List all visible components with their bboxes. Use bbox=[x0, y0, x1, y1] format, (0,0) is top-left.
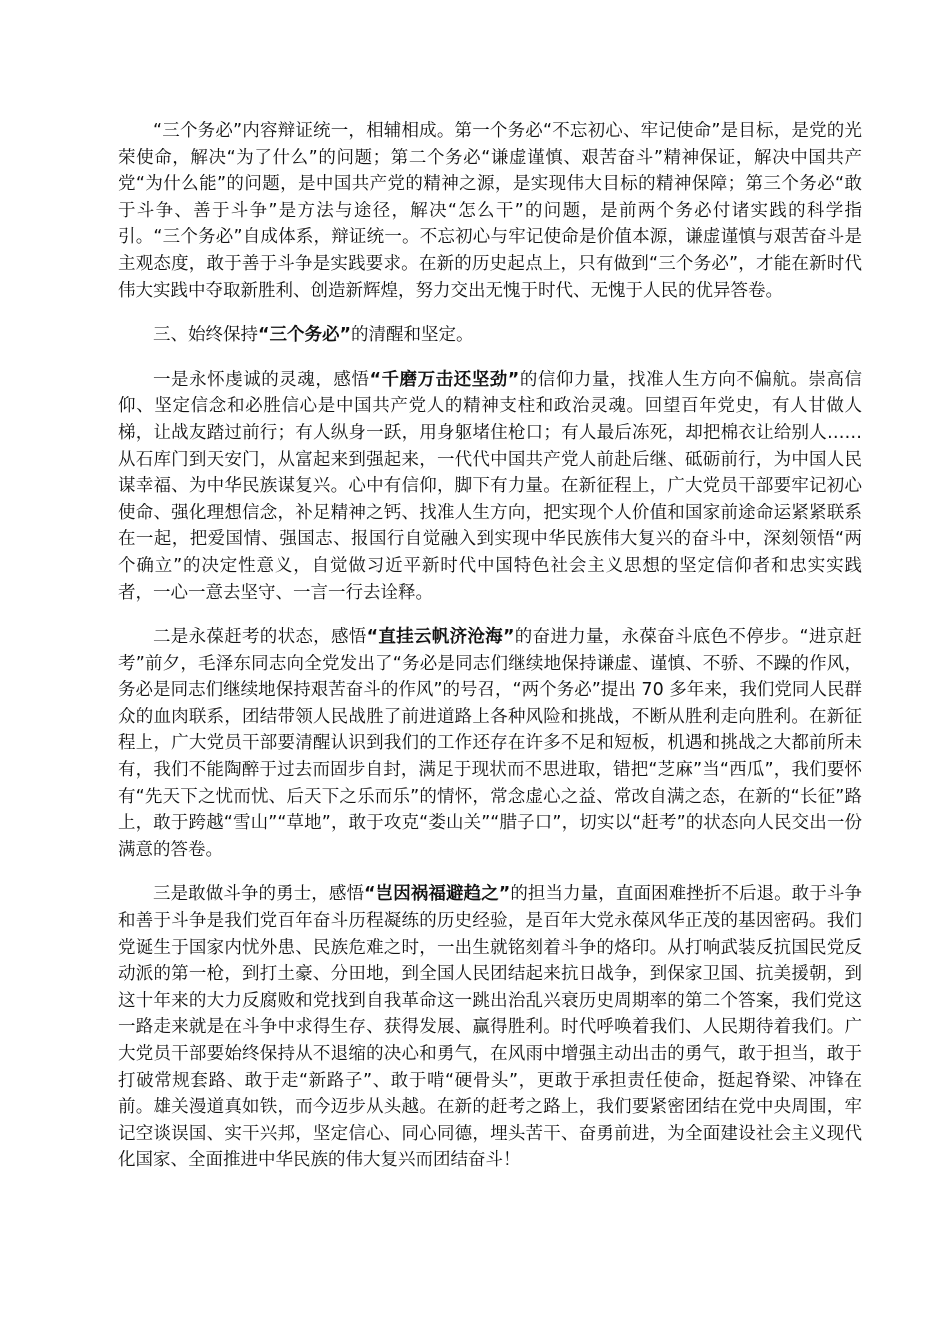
point-three-lead: 三是敢做斗争的勇士，感悟 bbox=[153, 884, 365, 905]
heading-emphasis: “三个务必” bbox=[258, 325, 352, 346]
point-two-body: 的奋进力量，永葆奋斗底色不停步。“进京赶考”前夕，毛泽东同志向全党发出了“务必是同志们继续地保持谦虚、谨慎、不骄、不躁的作风，务必是同志们继续地保持艰苦奋斗的作风”的号召，“两个务必”提出 70 多年来，我们党同人民群众的血肉联系，团结带领人民战胜了前进道路上各种风险和挑战，不断从胜利走向胜利。在新征程上，广大党员干部要清醒认识到我们的工作还存在许多不足和短板，机遇和挑战之大都前所未有，我们不能陶醉于过去而固步自封，满足于现状而不思进取，错把“芝麻”当“西瓜”，我们要怀有“先天下之忧而忧、后天下之乐而乐”的情怀，常念虚心之益、常改自满之态，在新的“长征”路上，敢于跨越“雪山”“草地”，敢于攻克“娄山关”“腊子口”，切实以“赶考”的状态向人民交出一份满意的答卷。 bbox=[118, 627, 862, 860]
paragraph-point-two bbox=[118, 624, 862, 863]
paragraph-three-musts-unity: “三个务必”内容辩证统一，相辅相成。第一个务必“不忘初心、牢记使命”是目标，是党的光荣使命，解决“为了什么”的问题；第二个务必“谦虚谨慎、艰苦奋斗”精神保证，解决中国共产党“为什么能”的问题，是中国共产党的精神之源，是实现伟大目标的精神保障；第三个务必“敢于斗争、善于斗争”是方法与途径，解决“怎么干”的问题，是前两个务必付诸实践的科学指引。“三个务必”自成体系，辩证统一。不忘初心与牢记使命是价值本源，谦虚谨慎与艰苦奋斗是主观态度，敢于善于斗争是实践要求。在新的历史起点上，只有做到“三个务必”，才能在新时代伟大实践中夺取新胜利、创造新辉煌，努力交出无愧于时代、无愧于人民的优异答卷。 bbox=[118, 121, 862, 301]
paragraph-point-three bbox=[118, 881, 862, 1174]
heading-suffix: 的清醒和坚定。 bbox=[351, 325, 474, 346]
point-two-quote: “直挂云帆济沧海” bbox=[366, 627, 515, 648]
point-three-body: 的担当力量，直面困难挫折不后退。敢于斗争和善于斗争是我们党百年奋斗历程凝练的历史经验，是百年大党永葆风华正茂的基因密码。我们党诞生于国家内忧外患、民族危难之时，一出生就铭刻着斗争的烙印。从打响武装反抗国民党反动派的第一枪，到打土豪、分田地，到全国人民团结起来抗日战争，到保家卫国、抗美援朝，到这十年来的大力反腐败和党找到自我革命这一跳出治乱兴衰历史周期率的第二个答案，我们党这一路走来就是在斗争中求得生存、获得发展、赢得胜利。时代呼唤着我们、人民期待着我们。广大党员干部要始终保持从不退缩的决心和勇气，在风雨中增强主动出击的勇气，敢于担当，敢于打破常规套路、敢于走“新路子”、敢于啃“硬骨头”，更敢于承担责任使命，挺起脊梁、冲锋在前。雄关漫道真如铁，而今迈步从头越。在新的赶考之路上，我们要紧密团结在党中央周围，牢记空谈误国、实干兴邦，坚定信心、同心同德，埋头苦干、奋勇前进，为全面建设社会主义现代化国家、全面推进中华民族的伟大复兴而团结奋斗！ bbox=[118, 884, 862, 1171]
point-one-quote: “千磨万击还坚劲” bbox=[369, 369, 520, 390]
section-heading-three bbox=[118, 322, 862, 349]
point-two-lead: 二是永葆赶考的状态，感悟 bbox=[153, 627, 367, 648]
heading-prefix: 三、始终保持 bbox=[153, 325, 258, 346]
point-three-quote: “岂因祸福避趋之” bbox=[364, 884, 511, 905]
paragraph-point-one bbox=[118, 367, 862, 606]
point-one-lead: 一是永怀虔诚的灵魂，感悟 bbox=[153, 369, 370, 390]
point-one-body: 的信仰力量，找准人生方向不偏航。崇高信仰、坚定信念和必胜信心是中国共产党人的精神支柱和政治灵魂。回望百年党史，有人甘做人梯，让战友踏过前行；有人纵身一跃，用身躯堵住枪口；有人最后冻死，却把棉衣让给别人……从石库门到天安门，从富起来到强起来，一代代中国共产党人前赴后继、砥砺前行，为中国人民谋幸福、为中华民族谋复兴。心中有信仰，脚下有力量。在新征程上，广大党员干部要牢记初心使命、强化理想信念，补足精神之钙、找准人生方向，把实现个人价值和国家前途命运紧紧联系在一起，把爱国情、强国志、报国行自觉融入到实现中华民族伟大复兴的奋斗中，深刻领悟“两个确立”的决定性意义，自觉做习近平新时代中国特色社会主义思想的坚定信仰者和忠实实践者，一心一意去坚守、一言一行去诠释。 bbox=[118, 369, 863, 603]
